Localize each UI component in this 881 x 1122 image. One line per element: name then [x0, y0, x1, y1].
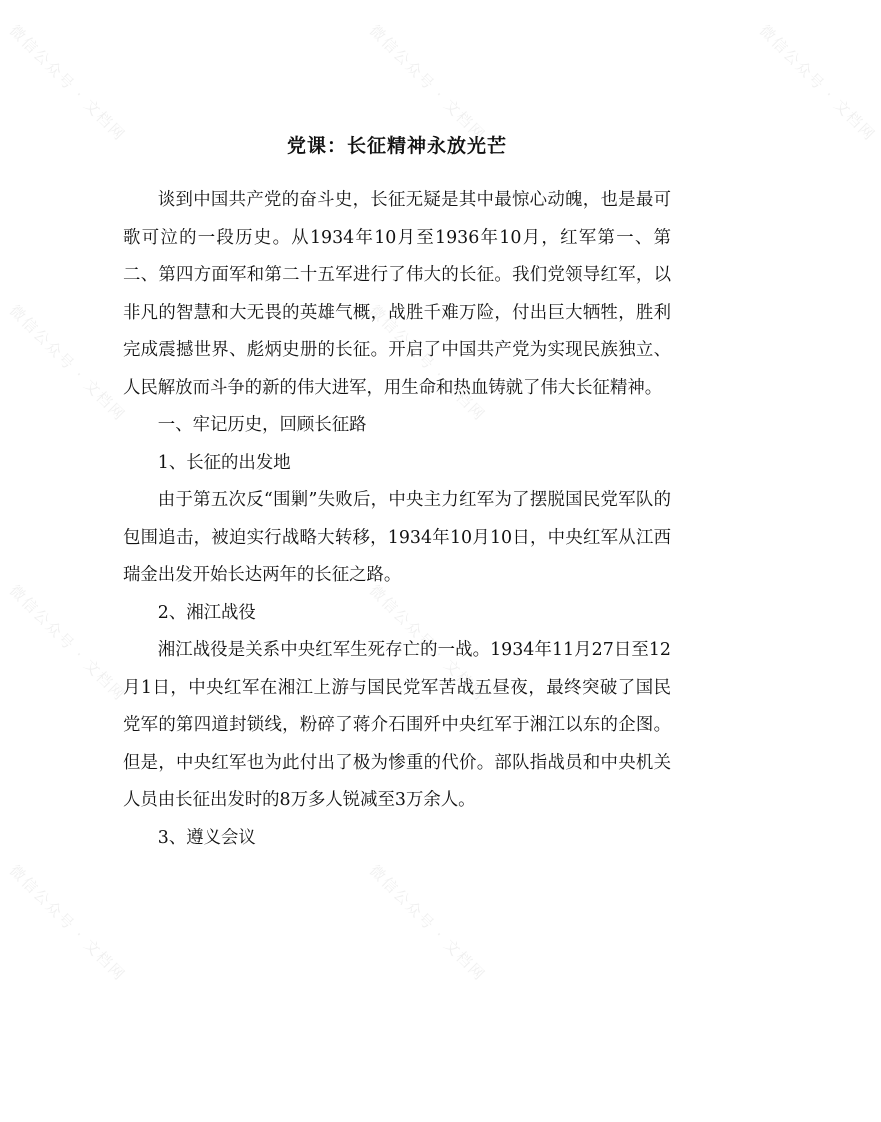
watermark-text: 微信公众号 · 文档网: [5, 581, 130, 705]
watermark-text: 微信公众号 · 文档网: [755, 21, 880, 145]
document-body: [123, 126, 671, 857]
watermark-text: 微信公众号 · 文档网: [5, 861, 130, 985]
subsection-heading-departure: 1、长征的出发地: [157, 452, 291, 473]
paragraph-xiangjiang: 湘江战役是关系中央红军生死存亡的一战。1934年11月27日至12月1日，中央红军在湘江上游与国民党军苦战五昼夜，最终突破了国民党军的第四道封锁线，粉碎了蒋介石围歼中央红军于湘江以东的企图。但是，中央红军也为此付出了极为惨重的代价。部队指战员和中央机关人员由长征出发时的8万多人锐减至3万余人。: [123, 640, 671, 810]
watermark-text: 微信公众号 · 文档网: [365, 21, 490, 145]
watermark-text: 微信公众号 · 文档网: [365, 581, 490, 705]
paragraph-departure: 由于第五次反“围剿”失败后，中央主力红军为了摆脱国民党军队的包围追击，被迫实行战略大转移，1934年10月10日，中央红军从江西瑞金出发开始长达两年的长征之路。: [123, 490, 671, 585]
watermark-text: 微信公众号 · 文档网: [5, 21, 130, 145]
section-heading-1: 一、牢记历史，回顾长征路: [157, 415, 367, 435]
watermark-text: 微信公众号 · 文档网: [365, 861, 490, 985]
document-title: 党课：长征精神永放光芒: [286, 135, 507, 157]
paragraph-intro: 谈到中国共产党的奋斗史，长征无疑是其中最惊心动魄，也是最可歌可泣的一段历史。从1934年10月至1936年10月，红军第一、第二、第四方面军和第二十五军进行了伟大的长征。我们党领导红军，以非凡的智慧和大无畏的英雄气概，战胜千难万险，付出巨大牺牲，胜利完成震撼世界、彪炳史册的长征。开启了中国共产党为实现民族独立、人民解放而斗争的新的伟大进军，用生命和热血铸就了伟大长征精神。: [123, 190, 671, 398]
watermark-text: 微信公众号 · 文档网: [5, 301, 130, 425]
subsection-heading-zunyi: 3、遵义会议: [157, 827, 256, 848]
subsection-heading-xiangjiang: 2、湘江战役: [157, 602, 256, 623]
watermark-text: 微信公众号 · 文档网: [365, 301, 490, 425]
